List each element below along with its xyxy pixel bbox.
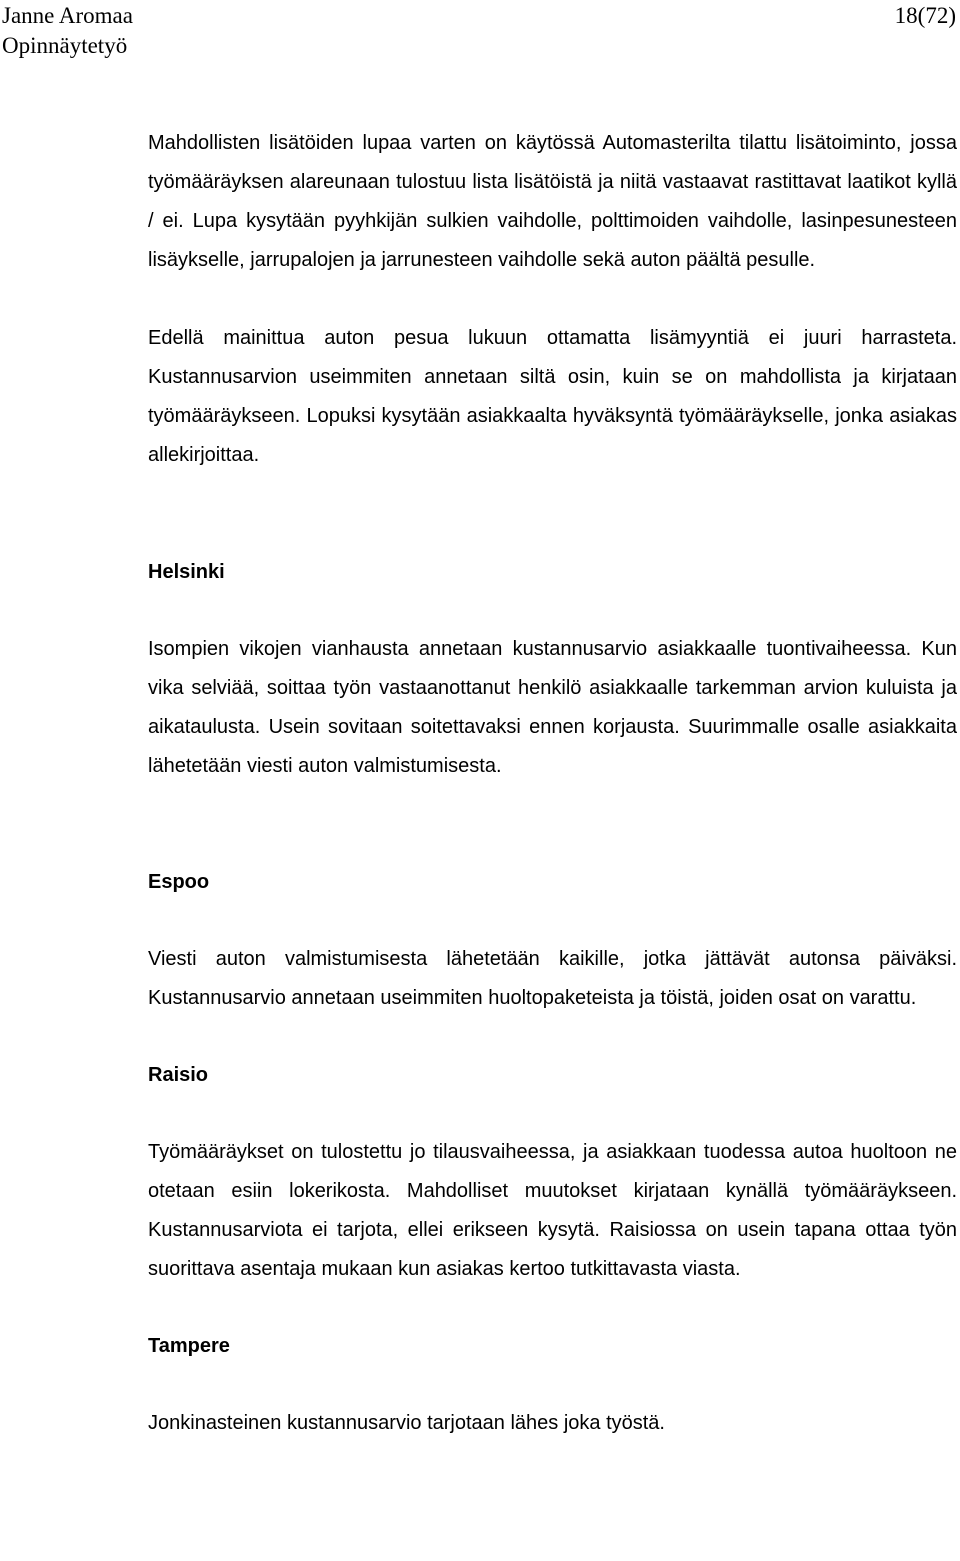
paragraph-raisio: Työmääräykset on tulostettu jo tilausvaiheessa, ja asiakkaan tuodessa autoa huoltoon ne otetaan esiin lokerikosta. Mahdolliset muutokset kirjataan kynällä työmääräykseen. Kustannusarviota ei tarjota, ellei erikseen kysytä. Raisiossa on usein tapana ottaa työn suorittava asentaja mukaan kun asiakas kertoo tutkittavasta viasta. [148, 1141, 957, 1280]
heading-helsinki: Helsinki [148, 561, 225, 583]
heading-raisio: Raisio [148, 1064, 209, 1086]
document-type: Opinnäytetyö [2, 33, 128, 58]
paragraph-lisatyot: Mahdollisten lisätöiden lupaa varten on käytössä Automasterilta tilattu lisätoiminto, jossa työmääräyksen alareunaan tulostuu lista lisätöistä ja niitä vastaavat rastittavat laatikot kyllä / ei. Lupa kysytään pyyhkijän sulkien vaihdolle, polttimoiden vaihdolle, lasinpesunesteen lisäykselle, jarrupalojen ja jarrunesteen vaihdolle sekä auton päältä pesulle. [148, 132, 957, 271]
paragraph-tampere: Jonkinasteinen kustannusarvio tarjotaan lähes joka työstä. [148, 1412, 665, 1434]
paragraph-helsinki: Isompien vikojen vianhausta annetaan kustannusarvio asiakkaalle tuontivaiheessa. Kun vika selviää, soittaa työn vastaanottanut henkilö asiakkaalle tarkemman arvion kuluista ja aikataulusta. Usein sovitaan soitettavaksi ennen korjausta. Suurimmalle osalle asiakkaita lähetetään viesti auton valmistumisesta. [148, 638, 957, 777]
heading-espoo: Espoo [148, 871, 210, 893]
page-number: 18(72) [894, 3, 956, 28]
page-header [0, 0, 960, 66]
paragraph-lisamyynti: Edellä mainittua auton pesua lukuun ottamatta lisämyyntiä ei juuri harrasteta. Kustannusarvion useimmiten annetaan siltä osin, kuin se on mahdollista ja kirjataan työmääräykseen. Lopuksi kysytään asiakkaalta hyväksyntä työmääräykselle, jonka asiakas allekirjoittaa. [148, 327, 957, 466]
author-name: Janne Aromaa [2, 3, 133, 28]
paragraph-espoo: Viesti auton valmistumisesta lähetetään kaikille, jotka jättävät autonsa päiväksi. Kustannusarvio annetaan useimmiten huoltopaketeista ja töistä, joiden osat on varattu. [148, 948, 957, 1009]
heading-tampere: Tampere [148, 1335, 230, 1357]
page-body [148, 120, 957, 1443]
